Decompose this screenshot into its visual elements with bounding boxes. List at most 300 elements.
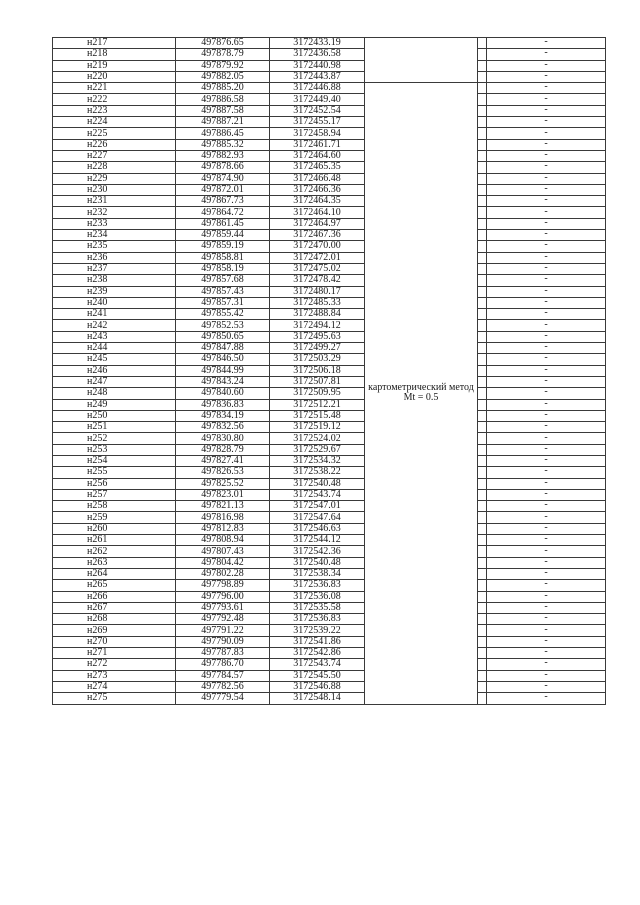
x-coordinate-cell: 497828.79	[176, 444, 270, 455]
gap-cell	[478, 693, 487, 704]
table-row	[53, 94, 606, 105]
table-row	[53, 693, 606, 704]
error-cell	[487, 489, 606, 500]
y-coordinate-cell: 3172536.08	[270, 591, 365, 602]
dash-mark: -	[544, 229, 548, 240]
x-coordinate-cell: 497885.20	[176, 83, 270, 94]
point-name-cell: н220	[53, 71, 176, 82]
coordinates-table-body	[53, 38, 606, 705]
table-row	[53, 38, 606, 49]
point-name-cell: н250	[53, 410, 176, 421]
dash-mark: -	[544, 48, 548, 59]
table-row	[53, 580, 606, 591]
dash-mark: -	[544, 511, 548, 522]
y-coordinate-cell: 3172446.88	[270, 83, 365, 94]
dash-mark: -	[544, 286, 548, 296]
gap-cell	[478, 38, 487, 49]
dash-mark: -	[544, 410, 548, 420]
gap-cell	[478, 60, 487, 71]
dash-mark: -	[544, 624, 548, 635]
table-row	[53, 286, 606, 297]
dash-mark: -	[544, 365, 548, 375]
gap-cell	[478, 354, 487, 365]
table-row	[53, 139, 606, 150]
point-name-cell: н224	[53, 117, 176, 128]
y-coordinate-cell: 3172465.35	[270, 162, 365, 173]
coordinates-table	[52, 37, 606, 705]
method-cell: картометрический метод Mt = 0.5	[365, 83, 478, 704]
y-coordinate-cell: 3172485.33	[270, 297, 365, 308]
error-cell	[487, 105, 606, 116]
point-name-cell: н261	[53, 535, 176, 546]
point-name-cell: н244	[53, 343, 176, 354]
gap-cell	[478, 196, 487, 207]
x-coordinate-cell: 497798.89	[176, 580, 270, 591]
dash-mark: -	[544, 602, 548, 612]
point-name-cell: н249	[53, 399, 176, 410]
y-coordinate-cell: 3172455.17	[270, 117, 365, 128]
error-cell	[487, 376, 606, 387]
error-cell	[487, 433, 606, 444]
table-row	[53, 117, 606, 128]
error-cell	[487, 286, 606, 297]
gap-cell	[478, 275, 487, 286]
error-cell	[487, 614, 606, 625]
error-cell	[487, 117, 606, 128]
gap-cell	[478, 173, 487, 184]
table-row	[53, 128, 606, 139]
y-coordinate-cell: 3172495.63	[270, 331, 365, 342]
dash-mark: -	[544, 387, 548, 398]
error-cell	[487, 535, 606, 546]
error-cell	[487, 230, 606, 241]
x-coordinate-cell: 497872.01	[176, 184, 270, 195]
gap-cell	[478, 535, 487, 546]
point-name-cell: н257	[53, 489, 176, 500]
gap-cell	[478, 489, 487, 500]
y-coordinate-cell: 3172509.95	[270, 388, 365, 399]
x-coordinate-cell: 497830.80	[176, 433, 270, 444]
point-name-cell: н268	[53, 614, 176, 625]
error-cell	[487, 512, 606, 523]
error-cell	[487, 591, 606, 602]
point-name-cell: н245	[53, 354, 176, 365]
gap-cell	[478, 580, 487, 591]
dash-mark: -	[544, 681, 548, 692]
x-coordinate-cell: 497793.61	[176, 602, 270, 613]
table-row	[53, 478, 606, 489]
x-coordinate-cell: 497857.68	[176, 275, 270, 286]
y-coordinate-cell: 3172542.86	[270, 648, 365, 659]
error-cell	[487, 422, 606, 433]
x-coordinate-cell: 497859.44	[176, 230, 270, 241]
y-coordinate-cell: 3172536.83	[270, 580, 365, 591]
dash-mark: -	[544, 274, 548, 285]
table-row	[53, 252, 606, 263]
x-coordinate-cell: 497879.92	[176, 60, 270, 71]
table-row	[53, 173, 606, 184]
table-row	[53, 230, 606, 241]
x-coordinate-cell: 497882.05	[176, 71, 270, 82]
table-row	[53, 331, 606, 342]
gap-cell	[478, 331, 487, 342]
dash-mark: -	[544, 139, 548, 149]
gap-cell	[478, 659, 487, 670]
table-row	[53, 196, 606, 207]
table-row	[53, 546, 606, 557]
gap-cell	[478, 286, 487, 297]
point-name-cell: н225	[53, 128, 176, 139]
error-cell	[487, 602, 606, 613]
table-row	[53, 309, 606, 320]
point-name-cell: н218	[53, 49, 176, 60]
y-coordinate-cell: 3172464.60	[270, 150, 365, 161]
y-coordinate-cell: 3172464.97	[270, 218, 365, 229]
point-name-cell: н248	[53, 388, 176, 399]
error-cell	[487, 207, 606, 218]
gap-cell	[478, 557, 487, 568]
dash-mark: -	[544, 376, 548, 387]
table-row	[53, 263, 606, 274]
x-coordinate-cell: 497840.60	[176, 388, 270, 399]
point-name-cell: н264	[53, 568, 176, 579]
x-coordinate-cell: 497878.66	[176, 162, 270, 173]
x-coordinate-cell: 497850.65	[176, 331, 270, 342]
x-coordinate-cell: 497834.19	[176, 410, 270, 421]
x-coordinate-cell: 497807.43	[176, 546, 270, 557]
error-cell	[487, 568, 606, 579]
gap-cell	[478, 320, 487, 331]
gap-cell	[478, 365, 487, 376]
gap-cell	[478, 252, 487, 263]
table-row	[53, 105, 606, 116]
x-coordinate-cell: 497864.72	[176, 207, 270, 218]
dash-mark: -	[544, 579, 548, 590]
x-coordinate-cell: 497857.31	[176, 297, 270, 308]
error-cell	[487, 218, 606, 229]
gap-cell	[478, 117, 487, 128]
point-name-cell: н243	[53, 331, 176, 342]
error-cell	[487, 297, 606, 308]
x-coordinate-cell: 497821.13	[176, 501, 270, 512]
table-row	[53, 410, 606, 421]
table-row	[53, 320, 606, 331]
dash-mark: -	[544, 93, 548, 104]
table-row	[53, 184, 606, 195]
table-row	[53, 49, 606, 60]
dash-mark: -	[544, 308, 548, 319]
error-cell	[487, 139, 606, 150]
point-name-cell: н238	[53, 275, 176, 286]
y-coordinate-cell: 3172458.94	[270, 128, 365, 139]
gap-cell	[478, 94, 487, 105]
error-cell	[487, 681, 606, 692]
x-coordinate-cell: 497846.50	[176, 354, 270, 365]
gap-cell	[478, 207, 487, 218]
table-row	[53, 681, 606, 692]
table-row	[53, 343, 606, 354]
x-coordinate-cell: 497827.41	[176, 455, 270, 466]
error-cell	[487, 83, 606, 94]
point-name-cell: н271	[53, 648, 176, 659]
y-coordinate-cell: 3172542.36	[270, 546, 365, 557]
error-cell	[487, 275, 606, 286]
x-coordinate-cell: 497857.43	[176, 286, 270, 297]
point-name-cell: н236	[53, 252, 176, 263]
table-row	[53, 433, 606, 444]
x-coordinate-cell: 497874.90	[176, 173, 270, 184]
gap-cell	[478, 230, 487, 241]
error-cell	[487, 365, 606, 376]
dash-mark: -	[544, 71, 548, 82]
table-row	[53, 422, 606, 433]
x-coordinate-cell: 497784.57	[176, 670, 270, 681]
x-coordinate-cell: 497825.52	[176, 478, 270, 489]
y-coordinate-cell: 3172541.86	[270, 636, 365, 647]
point-name-cell: н239	[53, 286, 176, 297]
dash-mark: -	[544, 240, 548, 251]
point-name-cell: н267	[53, 602, 176, 613]
gap-cell	[478, 139, 487, 150]
y-coordinate-cell: 3172480.17	[270, 286, 365, 297]
point-name-cell: н269	[53, 625, 176, 636]
error-cell	[487, 467, 606, 478]
dash-mark: -	[544, 297, 548, 307]
error-cell	[487, 399, 606, 410]
gap-cell	[478, 388, 487, 399]
y-coordinate-cell: 3172515.48	[270, 410, 365, 421]
x-coordinate-cell: 497878.79	[176, 49, 270, 60]
point-name-cell: н246	[53, 365, 176, 376]
table-row	[53, 365, 606, 376]
y-coordinate-cell: 3172547.64	[270, 512, 365, 523]
error-cell	[487, 184, 606, 195]
gap-cell	[478, 467, 487, 478]
dash-mark: -	[544, 534, 548, 545]
x-coordinate-cell: 497858.81	[176, 252, 270, 263]
table-row	[53, 489, 606, 500]
error-cell	[487, 343, 606, 354]
table-row	[53, 648, 606, 659]
dash-mark: -	[544, 173, 548, 183]
point-name-cell: н237	[53, 263, 176, 274]
table-row	[53, 354, 606, 365]
y-coordinate-cell: 3172546.63	[270, 523, 365, 534]
dash-mark: -	[544, 658, 548, 669]
dash-mark: -	[544, 647, 548, 658]
x-coordinate-cell: 497886.58	[176, 94, 270, 105]
y-coordinate-cell: 3172449.40	[270, 94, 365, 105]
error-cell	[487, 320, 606, 331]
gap-cell	[478, 71, 487, 82]
y-coordinate-cell: 3172503.29	[270, 354, 365, 365]
table-row	[53, 670, 606, 681]
error-cell	[487, 309, 606, 320]
y-coordinate-cell: 3172467.36	[270, 230, 365, 241]
table-row	[53, 467, 606, 478]
table-row	[53, 625, 606, 636]
error-cell	[487, 693, 606, 704]
y-coordinate-cell: 3172466.36	[270, 184, 365, 195]
point-name-cell: н273	[53, 670, 176, 681]
gap-cell	[478, 309, 487, 320]
dash-mark: -	[544, 692, 548, 703]
point-name-cell: н266	[53, 591, 176, 602]
point-name-cell: н259	[53, 512, 176, 523]
x-coordinate-cell: 497861.45	[176, 218, 270, 229]
y-coordinate-cell: 3172507.81	[270, 376, 365, 387]
y-coordinate-cell: 3172466.48	[270, 173, 365, 184]
dash-mark: -	[544, 432, 548, 443]
y-coordinate-cell: 3172433.19	[270, 38, 365, 49]
dash-mark: -	[544, 613, 548, 624]
point-name-cell: н275	[53, 693, 176, 704]
table-row	[53, 388, 606, 399]
x-coordinate-cell: 497808.94	[176, 535, 270, 546]
x-coordinate-cell: 497791.22	[176, 625, 270, 636]
dash-mark: -	[544, 82, 548, 93]
point-name-cell: н235	[53, 241, 176, 252]
gap-cell	[478, 297, 487, 308]
error-cell	[487, 670, 606, 681]
dash-mark: -	[544, 455, 548, 466]
point-name-cell: н255	[53, 467, 176, 478]
point-name-cell: н262	[53, 546, 176, 557]
gap-cell	[478, 512, 487, 523]
point-name-cell: н247	[53, 376, 176, 387]
point-name-cell: н232	[53, 207, 176, 218]
gap-cell	[478, 681, 487, 692]
y-coordinate-cell: 3172535.58	[270, 602, 365, 613]
gap-cell	[478, 343, 487, 354]
y-coordinate-cell: 3172540.48	[270, 557, 365, 568]
x-coordinate-cell: 497787.83	[176, 648, 270, 659]
y-coordinate-cell: 3172464.35	[270, 196, 365, 207]
point-name-cell: н263	[53, 557, 176, 568]
point-name-cell: н217	[53, 38, 176, 49]
dash-mark: -	[544, 500, 548, 511]
y-coordinate-cell: 3172538.22	[270, 467, 365, 478]
table-row	[53, 60, 606, 71]
gap-cell	[478, 648, 487, 659]
y-coordinate-cell: 3172524.02	[270, 433, 365, 444]
point-name-cell: н241	[53, 309, 176, 320]
dash-mark: -	[544, 331, 548, 341]
error-cell	[487, 625, 606, 636]
table-row	[53, 376, 606, 387]
dash-mark: -	[544, 545, 548, 556]
point-name-cell: н226	[53, 139, 176, 150]
table-row	[53, 241, 606, 252]
dash-mark: -	[544, 105, 548, 115]
y-coordinate-cell: 3172478.42	[270, 275, 365, 286]
error-cell	[487, 659, 606, 670]
gap-cell	[478, 422, 487, 433]
table-row	[53, 636, 606, 647]
table-row	[53, 659, 606, 670]
x-coordinate-cell: 497882.93	[176, 150, 270, 161]
gap-cell	[478, 105, 487, 116]
y-coordinate-cell: 3172464.10	[270, 207, 365, 218]
point-name-cell: н242	[53, 320, 176, 331]
x-coordinate-cell: 497782.56	[176, 681, 270, 692]
y-coordinate-cell: 3172543.74	[270, 659, 365, 670]
error-cell	[487, 636, 606, 647]
dash-mark: -	[544, 342, 548, 353]
table-row	[53, 568, 606, 579]
point-name-cell: н234	[53, 230, 176, 241]
gap-cell	[478, 602, 487, 613]
point-name-cell: н252	[53, 433, 176, 444]
x-coordinate-cell: 497886.45	[176, 128, 270, 139]
x-coordinate-cell: 497847.88	[176, 343, 270, 354]
y-coordinate-cell: 3172546.88	[270, 681, 365, 692]
method-cell-top	[365, 38, 478, 83]
error-cell	[487, 162, 606, 173]
x-coordinate-cell: 497887.21	[176, 117, 270, 128]
x-coordinate-cell: 497816.98	[176, 512, 270, 523]
y-coordinate-cell: 3172539.22	[270, 625, 365, 636]
table-row	[53, 150, 606, 161]
y-coordinate-cell: 3172536.83	[270, 614, 365, 625]
gap-cell	[478, 636, 487, 647]
gap-cell	[478, 501, 487, 512]
table-row	[53, 501, 606, 512]
x-coordinate-cell: 497802.28	[176, 568, 270, 579]
gap-cell	[478, 433, 487, 444]
gap-cell	[478, 83, 487, 94]
gap-cell	[478, 455, 487, 466]
point-name-cell: н265	[53, 580, 176, 591]
y-coordinate-cell: 3172543.74	[270, 489, 365, 500]
y-coordinate-cell: 3172443.87	[270, 71, 365, 82]
table-row	[53, 455, 606, 466]
gap-cell	[478, 150, 487, 161]
x-coordinate-cell: 497844.99	[176, 365, 270, 376]
x-coordinate-cell: 497812.83	[176, 523, 270, 534]
error-cell	[487, 455, 606, 466]
y-coordinate-cell: 3172475.02	[270, 263, 365, 274]
error-cell	[487, 150, 606, 161]
dash-mark: -	[544, 252, 548, 262]
error-cell	[487, 410, 606, 421]
error-cell	[487, 388, 606, 399]
gap-cell	[478, 410, 487, 421]
x-coordinate-cell: 497832.56	[176, 422, 270, 433]
dash-mark: -	[544, 591, 548, 601]
y-coordinate-cell: 3172461.71	[270, 139, 365, 150]
point-name-cell: н272	[53, 659, 176, 670]
y-coordinate-cell: 3172452.54	[270, 105, 365, 116]
dash-mark: -	[544, 116, 548, 127]
gap-cell	[478, 546, 487, 557]
dash-mark: -	[544, 127, 548, 138]
y-coordinate-cell: 3172548.14	[270, 693, 365, 704]
gap-cell	[478, 670, 487, 681]
error-cell	[487, 580, 606, 591]
table-row	[53, 535, 606, 546]
y-coordinate-cell: 3172470.00	[270, 241, 365, 252]
gap-cell	[478, 478, 487, 489]
y-coordinate-cell: 3172547.01	[270, 501, 365, 512]
dash-mark: -	[544, 184, 548, 194]
table-row	[53, 207, 606, 218]
y-coordinate-cell: 3172472.01	[270, 252, 365, 263]
dash-mark: -	[544, 636, 548, 646]
x-coordinate-cell: 497876.65	[176, 38, 270, 49]
x-coordinate-cell: 497855.42	[176, 309, 270, 320]
x-coordinate-cell: 497887.58	[176, 105, 270, 116]
